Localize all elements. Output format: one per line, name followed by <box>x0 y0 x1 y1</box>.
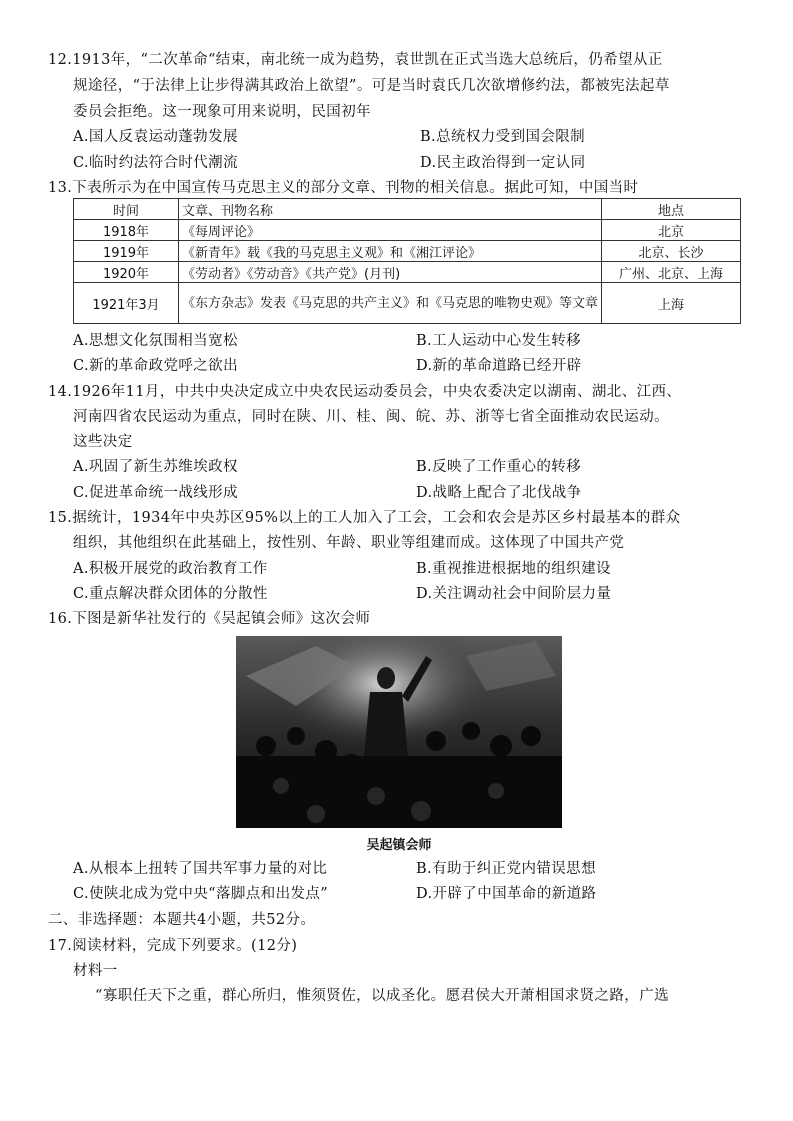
q14-option-c: C.促进革命统一战线形成 <box>73 485 238 501</box>
cell-place: 北京 <box>602 220 741 241</box>
q14-option-a: A.巩固了新生苏维埃政权 <box>73 459 238 475</box>
q16-option-d: D.开辟了中国革命的新道路 <box>416 886 597 902</box>
q12-line-3: 委员会拒绝。这一现象可用来说明，民国初年 <box>73 104 371 120</box>
q13-stem: 13.下表所示为在中国宣传马克思主义的部分文章、刊物的相关信息。据此可知，中国当时 <box>48 180 639 196</box>
q12-option-a: A.国人反袁运动蓬勃发展 <box>73 129 238 145</box>
q16-option-b: B.有助于纠正党内错误思想 <box>416 861 596 877</box>
q17-stem: 17.阅读材料，完成下列要求。(12分) <box>48 938 298 954</box>
q15-option-a: A.积极开展党的政治教育工作 <box>73 561 268 577</box>
q15-line-2: 组织，其他组织在此基础上，按性别、年龄、职业等组建而成。这体现了中国共产党 <box>73 535 625 551</box>
cell-time: 1920年 <box>74 262 179 283</box>
q14-option-b: B.反映了工作重心的转移 <box>416 459 582 475</box>
cell-place: 北京、长沙 <box>602 241 741 262</box>
q14-option-d: D.战略上配合了北伐战争 <box>416 485 582 501</box>
cell-title: 《每周评论》 <box>179 220 602 241</box>
q16-option-c: C.使陕北成为党中央“落脚点和出发点” <box>73 886 329 902</box>
q12-option-c: C.临时约法符合时代潮流 <box>73 155 238 171</box>
q15-option-d: D.关注调动社会中间阶层力量 <box>416 586 612 602</box>
cell-title: 《劳动者》《劳动音》《共产党》(月刊) <box>179 262 602 283</box>
q13-table <box>73 198 741 324</box>
q16-option-a: A.从根本上扭转了国共军事力量的对比 <box>73 861 328 877</box>
cell-place: 广州、北京、上海 <box>602 262 741 283</box>
q13-option-d: D.新的革命道路已经开辟 <box>416 358 582 374</box>
table-row <box>74 220 741 241</box>
q16-stem: 16.下图是新华社发行的《吴起镇会师》这次会师 <box>48 611 371 627</box>
q12-line-2: 规途径，“于法律上让步得满其政治上欲望”。可是当时袁氏几次欲增修约法，都被宪法起草 <box>73 78 670 94</box>
cell-time: 1919年 <box>74 241 179 262</box>
material-text: “寡职任天下之重，群心所归，惟须贤佐，以成圣化。愿君侯大开萧相国求贤之路，广选 <box>95 988 670 1004</box>
q14-line-2: 河南四省农民运动为重点，同时在陕、川、桂、闽、皖、苏、浙等七省全面推动农民运动。 <box>73 409 669 425</box>
q13-option-c: C.新的革命政党呼之欲出 <box>73 358 238 374</box>
q14-line-3: 这些决定 <box>73 434 133 450</box>
q12-line-1: 12.1913年，“二次革命“结束，南北统一成为趋势，袁世凯在正式当选大总统后，仍希望从正 <box>48 52 663 68</box>
cell-time: 1918年 <box>74 220 179 241</box>
photo-caption: 吴起镇会师 <box>366 838 432 853</box>
material-label: 材料一 <box>73 963 118 979</box>
header-time: 时间 <box>74 199 179 220</box>
cell-title: 《东方杂志》发表《马克思的共产主义》和《马克思的唯物史观》等文章 <box>179 283 602 324</box>
cell-time: 1921年3月 <box>74 283 179 324</box>
table-row <box>74 283 741 324</box>
q13-option-b: B.工人运动中心发生转移 <box>416 333 582 349</box>
q14-line-1: 14.1926年11月，中共中央决定成立中央农民运动委员会，中央农委决定以湖南、湖北、江西、 <box>48 384 682 400</box>
q15-option-c: C.重点解决群众团体的分散性 <box>73 586 268 602</box>
q15-option-b: B.重视推进根据地的组织建设 <box>416 561 611 577</box>
q12-option-b: B.总统权力受到国会限制 <box>420 129 586 145</box>
header-title: 文章、刊物名称 <box>179 199 602 220</box>
cell-place: 上海 <box>602 283 741 324</box>
table-row <box>74 262 741 283</box>
table-header-row <box>74 199 741 220</box>
q12-option-d: D.民主政治得到一定认同 <box>420 155 586 171</box>
table-row <box>74 241 741 262</box>
header-place: 地点 <box>602 199 741 220</box>
q13-option-a: A.思想文化氛围相当宽松 <box>73 333 238 349</box>
meeting-photo <box>236 636 562 828</box>
cell-title: 《新青年》载《我的马克思主义观》和《湘江评论》 <box>179 241 602 262</box>
section-heading: 二、非选择题：本题共4小题，共52分。 <box>48 912 316 928</box>
q15-line-1: 15.据统计，1934年中央苏区95%以上的工人加入了工会，工会和农会是苏区乡村最基本的群众 <box>48 510 681 526</box>
